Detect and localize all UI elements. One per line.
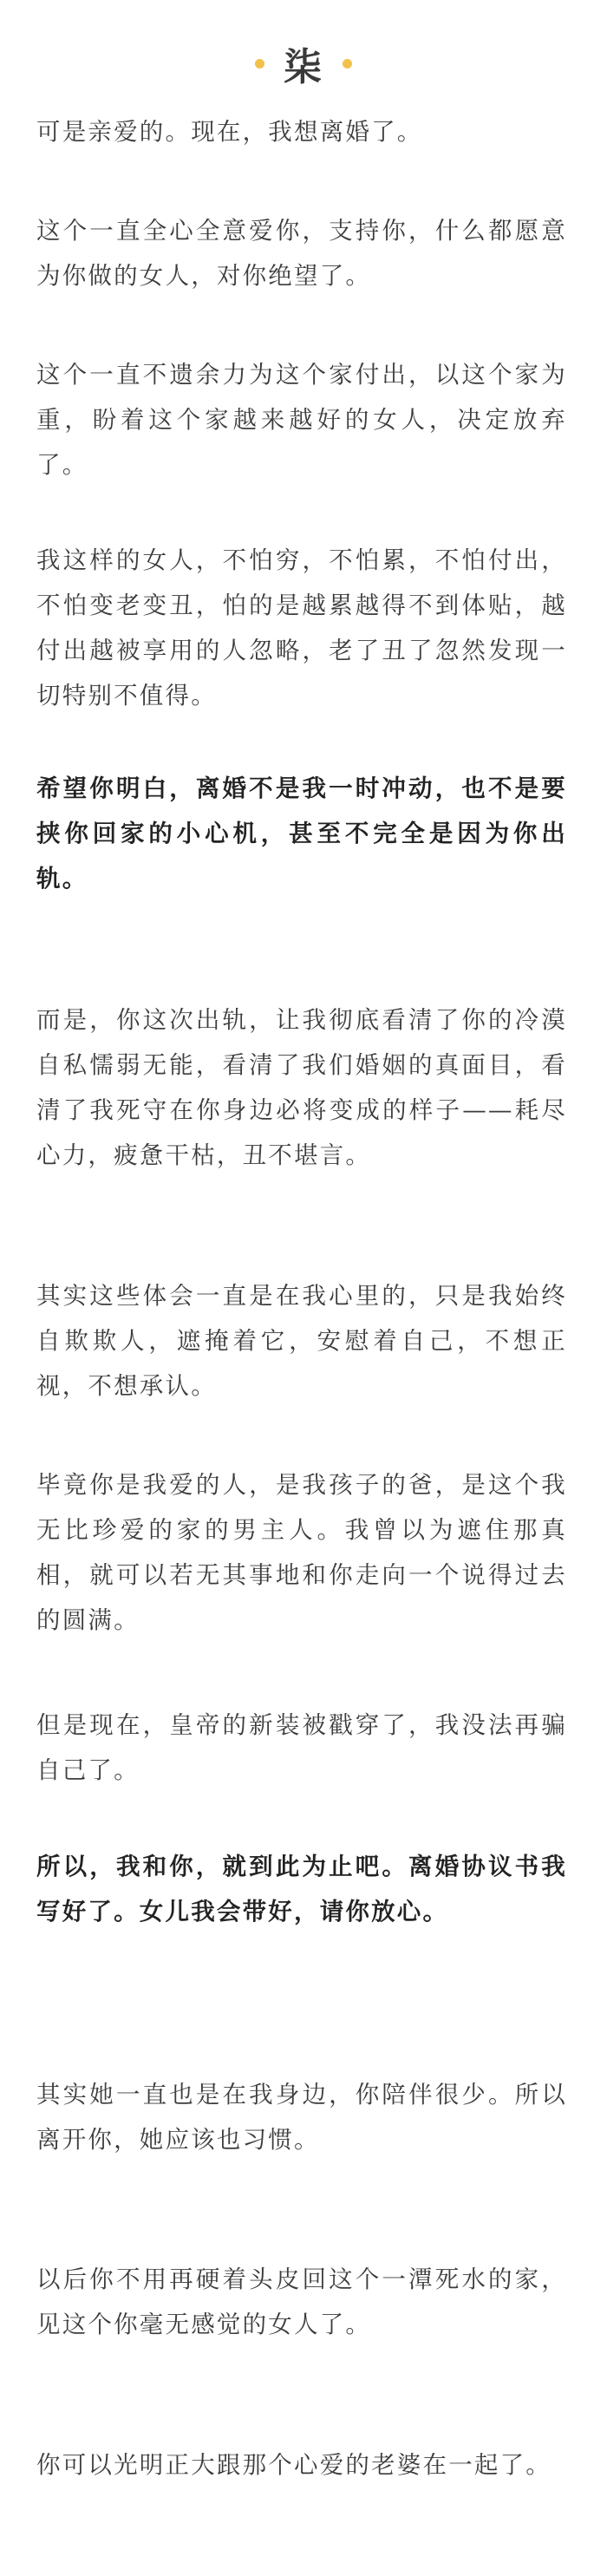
paragraph: 以后你不用再硬着头皮回这个一潭死水的家，见这个你毫无感觉的女人了。 bbox=[36, 2265, 567, 2338]
paragraph: 这个一直全心全意爱你，支持你，什么都愿意为你做的女人，对你绝望了。 bbox=[36, 217, 567, 290]
right-dot-icon bbox=[343, 59, 352, 69]
paragraph: 毕竟你是我爱的人，是我孩子的爸，是这个我无比珍爱的家的男主人。我曾以为遮住那真相，就可以若无其事地和你走向一个说得过去的圆满。 bbox=[36, 1471, 567, 1634]
left-dot-icon bbox=[255, 59, 264, 69]
paragraph: 其实这些体会一直是在我心里的，只是我始终自欺欺人，遮掩着它，安慰着自己，不想正视，不想承认。 bbox=[36, 1282, 567, 1400]
paragraph-emphasis: 所以，我和你，就到此为止吧。离婚协议书我写好了。女儿我会带好，请你放心。 bbox=[36, 1853, 567, 1925]
paragraph: 但是现在，皇帝的新装被戳穿了，我没法再骗自己了。 bbox=[36, 1711, 567, 1784]
paragraph: 其实她一直也是在我身边，你陪伴很少。所以离开你，她应该也习惯。 bbox=[36, 2081, 567, 2154]
paragraph: 我这样的女人，不怕穷，不怕累，不怕付出，不怕变老变丑，怕的是越累越得不到体贴，越付出越被享用的人忽略，老了丑了忽然发现一切特别不值得。 bbox=[36, 546, 567, 709]
paragraph: 而是，你这次出轨，让我彻底看清了你的冷漠自私懦弱无能，看清了我们婚姻的真面目，看清了我死守在你身边必将变成的样子——耗尽心力，疲惫干枯，丑不堪言。 bbox=[36, 1006, 567, 1169]
paragraph: 可是亲爱的。现在，我想离婚了。 bbox=[36, 118, 423, 146]
paragraph: 你可以光明正大跟那个心爱的老婆在一起了。 bbox=[36, 2451, 552, 2479]
section-title: 柒 bbox=[284, 45, 323, 89]
paragraph-emphasis: 希望你明白，离婚不是我一时冲动，也不是要挟你回家的小心机，甚至不完全是因为你出轨。 bbox=[36, 775, 567, 892]
paragraph: 这个一直不遗余力为这个家付出，以这个家为重，盼着这个家越来越好的女人，决定放弃了。 bbox=[36, 361, 567, 479]
section-heading bbox=[0, 33, 607, 94]
